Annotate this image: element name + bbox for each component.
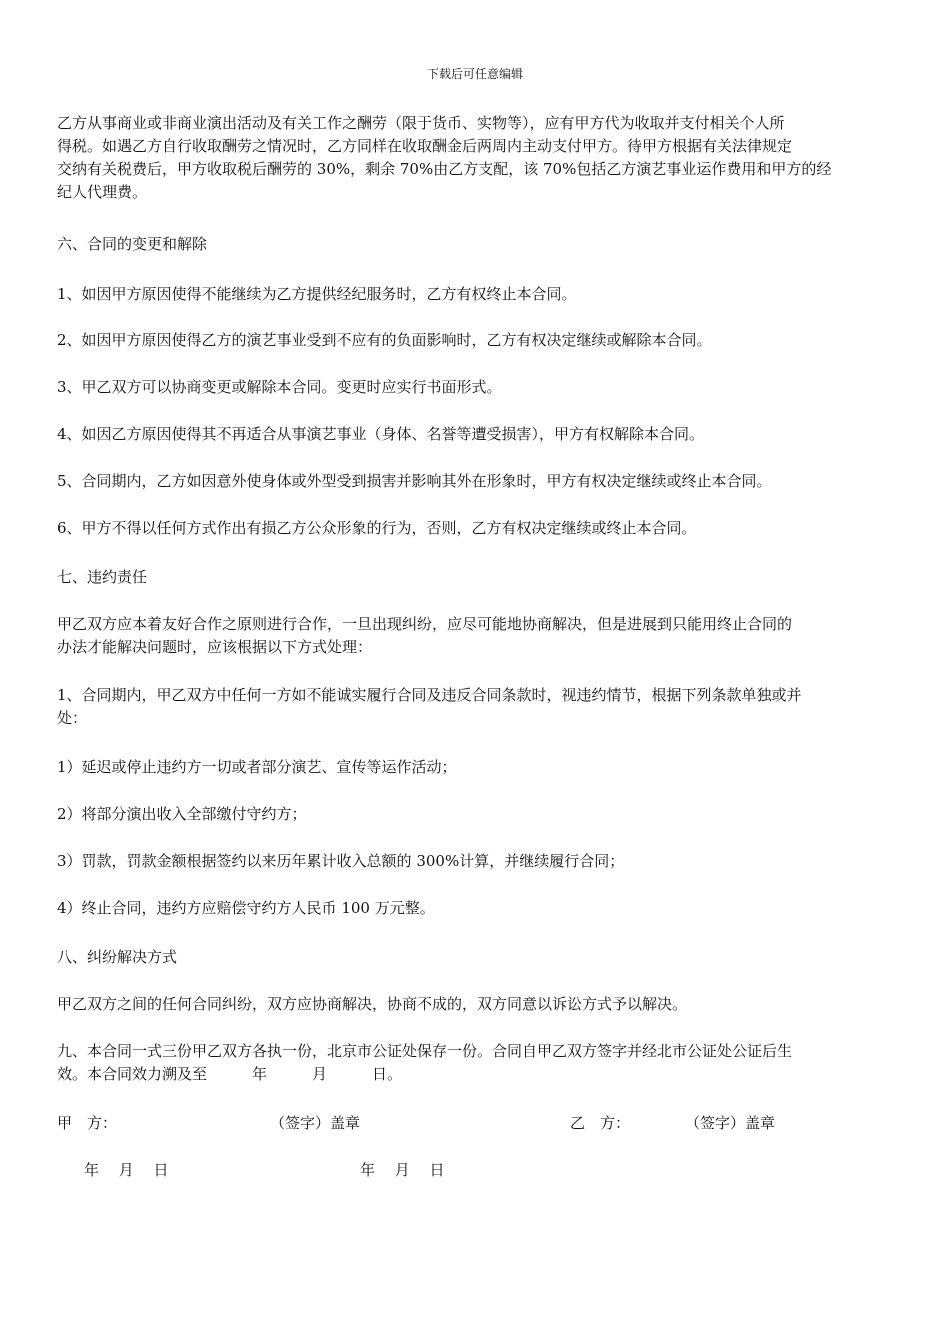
party-a-seal: （签字）盖章 xyxy=(270,1114,361,1132)
text-line: 2、如因甲方原因使得乙方的演艺事业受到不应有的负面影响时，乙方有权决定继续或解除本合同。 xyxy=(57,331,712,349)
paragraph xyxy=(57,946,897,969)
paragraph xyxy=(57,112,897,204)
text-line: 处： xyxy=(57,709,88,727)
paragraph xyxy=(57,756,897,779)
text-line: 八、纠纷解决方式 xyxy=(57,948,178,966)
text-line: 5、合同期内，乙方如因意外使身体或外型受到损害并影响其外在形象时，甲方有权决定继续或终止本合同。 xyxy=(57,472,772,490)
paragraph xyxy=(57,850,897,873)
paragraph xyxy=(57,376,897,399)
paragraph xyxy=(57,897,897,920)
text-line: 乙方从事商业或非商业演出活动及有关工作之酬劳（限于货币、实物等），应有甲方代为收取并支付相关个人所 xyxy=(57,114,785,132)
paragraph xyxy=(57,993,897,1016)
text-line: 办法才能解决问题时，应该根据以下方式处理： xyxy=(57,638,373,656)
paragraph xyxy=(57,803,897,826)
party-b-seal: （签字）盖章 xyxy=(685,1114,776,1132)
paragraph xyxy=(57,1040,897,1086)
text-line: 1、如因甲方原因使得不能继续为乙方提供经纪服务时，乙方有权终止本合同。 xyxy=(57,285,577,303)
text-line: 1）延迟或停止违约方一切或者部分演艺、宣传等运作活动； xyxy=(57,758,457,776)
party-a-label: 甲 方： xyxy=(57,1114,118,1132)
party-b-date: 年 月 日 xyxy=(360,1161,445,1179)
paragraph xyxy=(57,566,897,589)
text-line: 效。本合同效力溯及至 年 月 日。 xyxy=(57,1065,403,1083)
paragraph xyxy=(57,470,897,493)
party-a-date: 年 月 日 xyxy=(84,1161,169,1179)
paragraph xyxy=(57,517,897,540)
text-line: 2）将部分演出收入全部缴付守约方； xyxy=(57,805,307,823)
text-line: 6、甲方不得以任何方式作出有损乙方公众形象的行为，否则，乙方有权决定继续或终止本合同。 xyxy=(57,519,697,537)
paragraph xyxy=(57,233,897,256)
paragraph xyxy=(57,283,897,306)
text-line: 4）终止合同，违约方应赔偿守约方人民币 100 万元整。 xyxy=(57,899,435,917)
paragraph xyxy=(57,684,897,730)
text-line: 九、本合同一式三份甲乙双方各执一份，北京市公证处保存一份。合同自甲乙双方签字并经北市公证处公证后生 xyxy=(57,1042,793,1060)
text-line: 4、如因乙方原因使得其不再适合从事演艺事业（身体、名誉等遭受损害），甲方有权解除本合同。 xyxy=(57,425,705,443)
paragraph xyxy=(57,329,897,352)
text-line: 1、合同期内，甲乙双方中任何一方如不能诚实履行合同及违反合同条款时，视违约情节，根据下列条款单独或并 xyxy=(57,686,802,704)
text-line: 七、违约责任 xyxy=(57,568,148,586)
text-line: 六、合同的变更和解除 xyxy=(57,235,208,253)
party-b-label: 乙 方： xyxy=(570,1114,631,1132)
text-line: 甲乙双方之间的任何合同纠纷，双方应协商解决，协商不成的，双方同意以诉讼方式予以解决。 xyxy=(57,995,688,1013)
paragraph xyxy=(57,613,897,659)
page-header: 下载后可任意编辑 xyxy=(426,67,523,81)
paragraph xyxy=(57,423,897,446)
text-line: 交纳有关税费后，甲方收取税后酬劳的 30%，剩余 70%由乙方支配，该 70%包括乙方演艺事业运作费用和甲方的经 xyxy=(57,160,832,178)
text-line: 3、甲乙双方可以协商变更或解除本合同。变更时应实行书面形式。 xyxy=(57,378,502,396)
text-line: 甲乙双方应本着友好合作之原则进行合作，一旦出现纠纷，应尽可能地协商解决，但是进展到只能用终止合同的 xyxy=(57,615,793,633)
text-line: 纪人代理费。 xyxy=(57,183,148,201)
text-line: 3）罚款，罚款金额根据签约以来历年累计收入总额的 300%计算，并继续履行合同； xyxy=(57,852,625,870)
text-line: 得税。如遇乙方自行收取酬劳之情况时，乙方同样在收取酬金后两周内主动支付甲方。待甲方根据有关法律规定 xyxy=(57,137,793,155)
